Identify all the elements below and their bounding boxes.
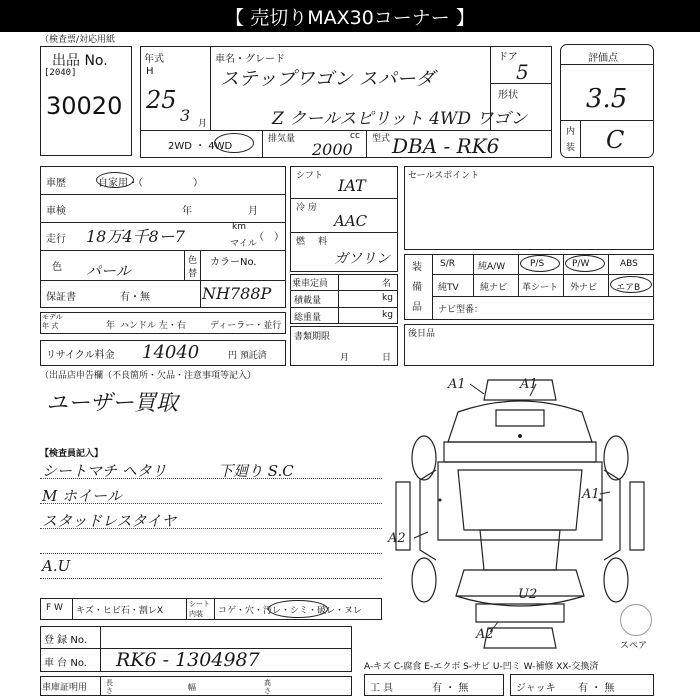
inspector-line-3: スタッドレスタイヤ: [42, 512, 177, 530]
sales-point-label: セールスポイント: [408, 171, 480, 181]
shape-label: 形状: [498, 90, 518, 101]
equip-ps-circle: [520, 255, 560, 272]
mark-a2-left: A2: [388, 531, 406, 546]
equip-label-1: 装: [412, 262, 422, 273]
banner-title: 【 売切りMAX30コーナー 】: [225, 7, 475, 29]
equip-tv: 純TV: [438, 283, 459, 293]
equip-ext-navi: 外ナビ: [570, 283, 598, 293]
mark-a1-front: A1: [520, 377, 538, 392]
recycle-label: リサイクル料金: [46, 350, 115, 361]
mark-a2-rear: A2: [476, 627, 494, 642]
registration-label: 登 録 No.: [44, 635, 87, 646]
declaration-label: （出品店申告欄（不良箇所・欠品・注意事項等記入）: [40, 371, 257, 381]
certificate-width: 幅: [188, 683, 196, 692]
mileage-mile: マイル: [230, 239, 257, 249]
certificate-label: 車庫証明用: [42, 683, 88, 693]
inspection-label: 車検: [46, 206, 66, 217]
year-month: 3: [180, 106, 191, 125]
damage-glass: キズ・ヒビ石・割レX: [76, 606, 163, 616]
damage-circle: [268, 600, 328, 618]
interior-label-1: 内: [566, 127, 576, 137]
load-label: 積載量: [294, 296, 322, 306]
damage-seat-1: シート: [189, 600, 210, 608]
spare-label: スペア: [620, 641, 648, 651]
doors-value: 5: [516, 60, 529, 84]
lot-number: 30020: [46, 92, 123, 120]
year-month-unit: 月: [198, 119, 208, 129]
drive-type: 2WD ・ 4WD: [168, 141, 233, 152]
history-value: 自家用・（ ）: [98, 178, 203, 189]
displacement-label: 排気量: [268, 134, 296, 144]
equip-airbag: エアB: [616, 283, 641, 293]
gross-unit: kg: [382, 310, 393, 320]
equip-airbag-circle: [610, 276, 652, 293]
inspector-label: 【検査員記入】: [40, 449, 104, 459]
inspector-line-2: M ホイール: [42, 487, 122, 505]
model-row-b: 年: [106, 321, 116, 331]
model-row-a: モデル 年 式: [42, 313, 63, 330]
damage-interior: コゲ・穴・汚レ・シミ・破レ・ヌレ: [218, 606, 363, 616]
lot-label: 出品 No.: [52, 53, 108, 69]
model-code-label: 型式: [372, 134, 391, 144]
model-grade: Z クールスピリット 4WD ワゴン: [272, 109, 528, 129]
score-value: 3.5: [586, 84, 628, 114]
displacement-unit: cc: [350, 131, 360, 141]
capacity-unit: 名: [382, 279, 392, 289]
mileage-label: 走行: [46, 234, 66, 245]
displacement-value: 2000: [312, 140, 353, 159]
colorno-value: NH788P: [202, 284, 272, 303]
lot-code: [2040]: [44, 68, 77, 78]
colorno-label: カラーNo.: [210, 257, 257, 268]
equip-pw: P/W: [572, 259, 590, 269]
model-label: 車名・グレード: [215, 54, 285, 65]
doors-label: ドア: [498, 52, 518, 63]
certificate-length: 長さ: [106, 679, 113, 695]
inspection-month: 月: [248, 206, 258, 217]
mileage-paren: （ ）: [254, 232, 284, 243]
score-label: 評価点: [588, 53, 618, 64]
inspector-right: 下廻り S.C: [218, 462, 294, 480]
docs-label: 書類期限: [294, 332, 331, 342]
inspection-year: 年: [182, 206, 192, 217]
tools-value: 有 ・ 無: [432, 683, 469, 694]
fuel-value: ガソリン: [334, 251, 390, 267]
equip-pw-circle: [565, 255, 605, 272]
spare-tire-icon: [620, 604, 652, 636]
history-circle: [96, 172, 134, 188]
damage-seat-2: 内装: [189, 610, 203, 618]
jack-label: ジャッキ: [516, 683, 556, 694]
mark-a1-right: A1: [582, 487, 600, 502]
warranty-value: 有・無: [120, 292, 150, 303]
year-value: 25: [146, 86, 177, 114]
model-code-value: DBA - RK6: [392, 134, 500, 158]
certificate-height: 高さ: [264, 679, 271, 695]
chassis-label: 車 台 No.: [44, 658, 87, 669]
fuel-label-1: 燃: [296, 237, 306, 247]
model-row-d: ディーラー・並行: [210, 321, 282, 331]
color-value: パール: [86, 262, 131, 280]
equip-ps: P/S: [530, 259, 545, 269]
inspector-line-5: A.U: [42, 557, 71, 575]
equip-aw: 純A/W: [478, 262, 506, 272]
model-row-c: ハンドル 左・右: [120, 321, 186, 331]
equip-label-2: 備: [412, 282, 422, 293]
equip-leather: 革シート: [522, 283, 559, 293]
history-label: 車歴: [46, 178, 66, 189]
navi-model-label: ナビ型番：: [438, 305, 484, 315]
equip-sr: S/R: [440, 259, 455, 269]
model-name: ステップワゴン スパーダ: [220, 68, 435, 90]
inspector-line-1: シートマチ ヘタリ: [42, 462, 167, 480]
equip-label-3: 品: [412, 302, 422, 313]
load-unit: kg: [382, 293, 393, 303]
damage-fw: F W: [46, 603, 63, 613]
post-install-label: 後日品: [408, 329, 436, 339]
mileage-value: 18万4千8ー7: [86, 227, 185, 246]
aircon-label: 冷 房: [296, 203, 317, 213]
year-label: 年式: [144, 54, 164, 65]
chassis-value: RK6 - 1304987: [116, 649, 260, 671]
jack-value: 有 ・ 無: [578, 683, 615, 694]
docs-day: 日: [382, 353, 392, 363]
shift-value: IAT: [338, 176, 366, 195]
warranty-label: 保証書: [46, 292, 76, 303]
docs-month: 月: [340, 353, 350, 363]
gross-label: 総重量: [294, 313, 322, 323]
car-diagram: [380, 370, 660, 660]
shift-label: シフト: [296, 171, 324, 181]
mark-u2-rear: U2: [518, 587, 538, 602]
damage-legend: A-キズ C-腐食 E-エクボ S-サビ U-凹ミ W-補修 XX-交換済: [364, 662, 599, 672]
drive-4wd-circle: [214, 133, 254, 153]
color-swap-1: 色: [188, 256, 198, 266]
year-era: H: [146, 66, 154, 77]
post-install-box: [404, 324, 654, 366]
color-label: 色: [52, 262, 62, 273]
color-swap-2: 替: [188, 269, 198, 279]
capacity-label: 乗車定員: [292, 279, 329, 289]
aircon-value: AAC: [334, 212, 368, 230]
top-note: （検査票/対応用紙: [40, 35, 116, 45]
recycle-unit: 円 預託済: [228, 351, 267, 361]
recycle-value: 14040: [142, 342, 200, 363]
equip-navi: 純ナビ: [480, 283, 508, 293]
declaration-value: ユーザー買取: [46, 391, 179, 416]
tools-label: 工 具: [370, 683, 394, 694]
fuel-label-2: 料: [318, 237, 328, 247]
mileage-km: km: [232, 222, 246, 232]
interior-label-2: 装: [566, 143, 576, 153]
interior-value: C: [606, 126, 625, 154]
mark-a1-front-left: A1: [448, 377, 466, 392]
equip-abs: ABS: [620, 259, 638, 269]
